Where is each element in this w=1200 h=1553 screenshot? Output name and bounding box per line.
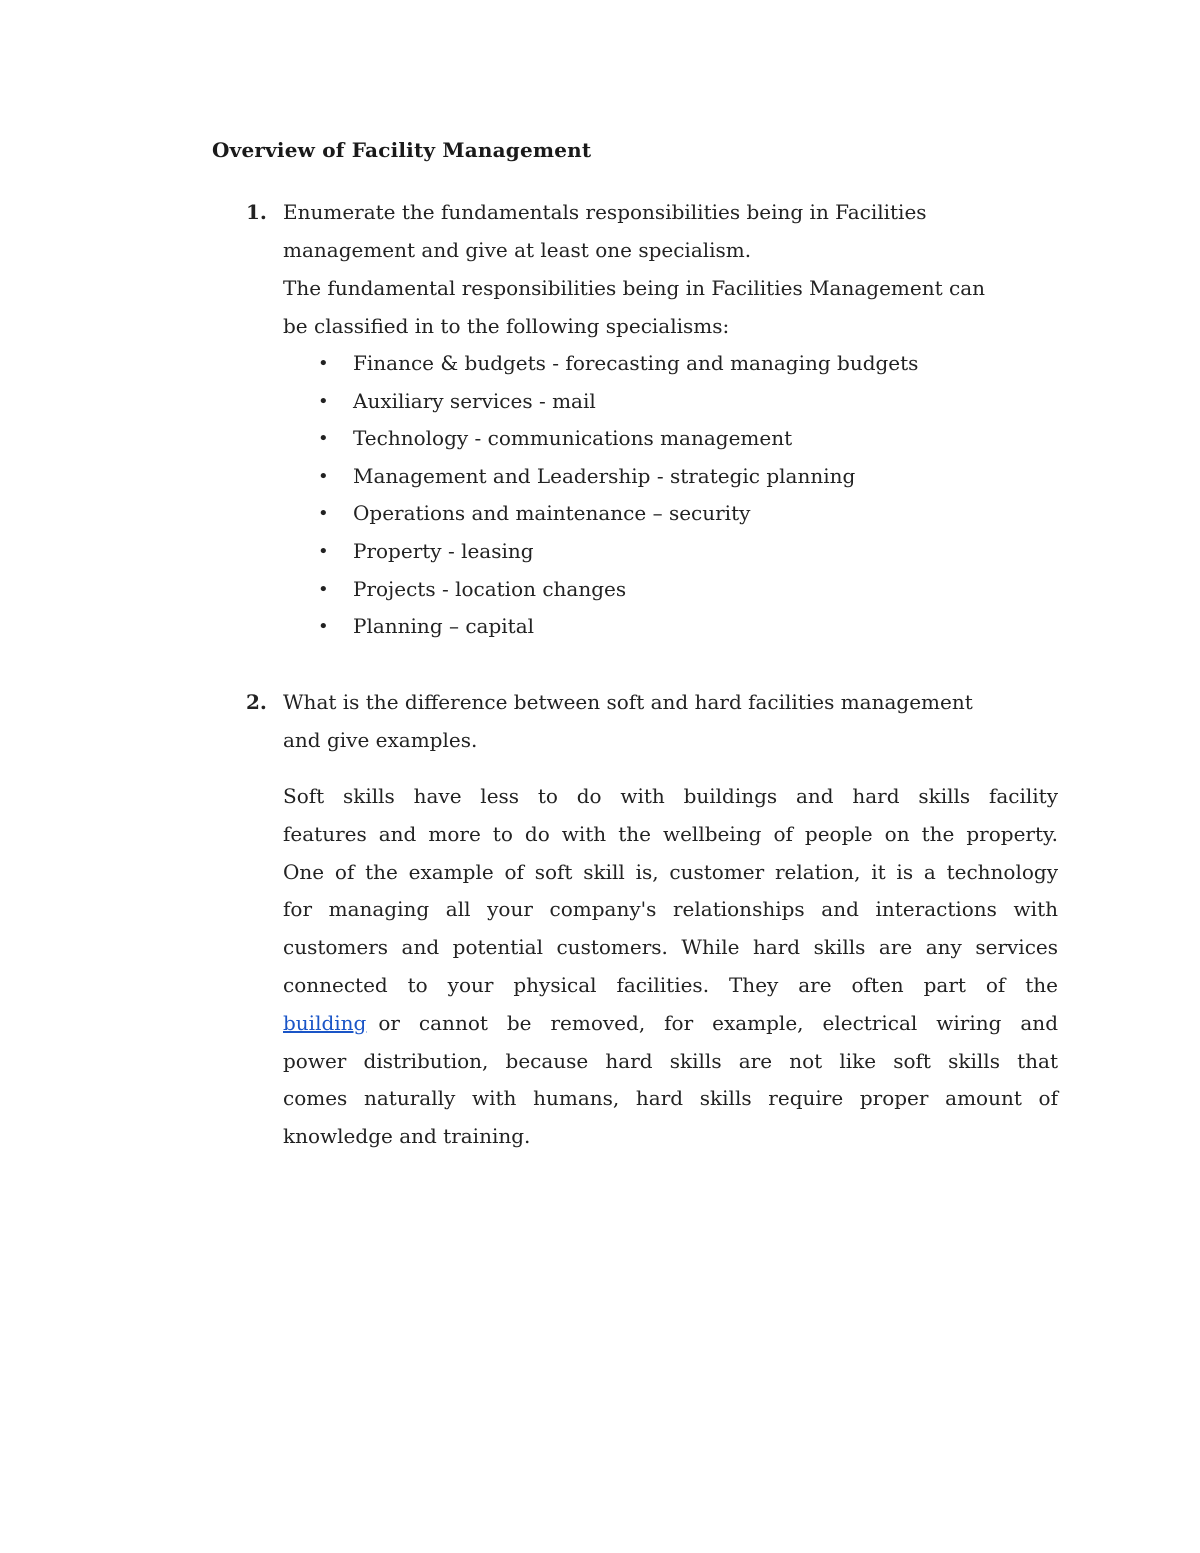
building-link[interactable]: building — [283, 1010, 367, 1035]
answer-intro-line: The fundamental responsibilities being in Facilities Management can — [283, 276, 985, 300]
answer-line: Soft skills have less to do with buildings and hard skills facility — [283, 784, 1058, 808]
list-item — [283, 571, 1046, 609]
question-prompt-line: and give examples. — [283, 728, 478, 752]
list-item — [283, 420, 1046, 458]
document-title: Overview of Facility Management — [212, 138, 592, 162]
answer-line-after-link: or cannot be removed, for example, electrical wiring and — [378, 1010, 1058, 1035]
list-item-text: Auxiliary services - mail — [353, 388, 596, 413]
answer-line: connected to your physical facilities. They are often part of the — [283, 972, 1058, 997]
bullet-dot-icon: • — [318, 616, 329, 638]
list-item — [283, 495, 1046, 533]
list-item — [283, 533, 1046, 571]
list-item-text: Property - leasing — [353, 538, 534, 563]
question-body — [283, 193, 1046, 646]
question-number: 1. — [246, 200, 267, 224]
answer-paragraph — [283, 778, 1058, 1156]
list-item-text: Management and Leadership - strategic planning — [353, 463, 856, 488]
question-body — [283, 683, 1046, 759]
answer-line: knowledge and training. — [283, 1124, 531, 1149]
bullet-dot-icon: • — [318, 390, 329, 412]
answer-line: power distribution, because hard skills are not like soft skills that — [283, 1048, 1058, 1073]
specialisms-list — [283, 345, 1046, 646]
question-prompt-line: management and give at least one specialism. — [283, 238, 752, 262]
bullet-dot-icon: • — [318, 428, 329, 450]
question-prompt-line: Enumerate the fundamentals responsibilities being in Facilities — [283, 200, 927, 224]
list-item-text: Operations and maintenance – security — [353, 501, 751, 526]
question-prompt-line: What is the difference between soft and hard facilities management — [283, 690, 973, 714]
bullet-dot-icon: • — [318, 465, 329, 487]
question-1 — [246, 193, 1046, 646]
bullet-dot-icon: • — [318, 540, 329, 562]
list-item-text: Planning – capital — [353, 614, 535, 639]
bullet-dot-icon: • — [318, 353, 329, 374]
bullet-dot-icon: • — [318, 503, 329, 525]
answer-intro-line: be classified in to the following specialisms: — [283, 314, 730, 338]
answer-line: for managing all your company's relationships and interactions with — [283, 897, 1058, 922]
list-item-text: Finance & budgets - forecasting and managing budgets — [353, 351, 919, 375]
list-item-text: Projects - location changes — [353, 576, 627, 601]
list-item — [283, 345, 1046, 383]
answer-line: comes naturally with humans, hard skills require proper amount of — [283, 1086, 1058, 1111]
list-item — [283, 608, 1046, 646]
list-item — [283, 383, 1046, 421]
answer-line-with-link — [283, 1005, 1058, 1043]
answer-line: features and more to do with the wellbeing of people on the property. — [283, 821, 1058, 846]
list-item-text: Technology - communications management — [353, 426, 793, 451]
answer-line: customers and potential customers. While hard skills are any services — [283, 935, 1058, 960]
answer-line: One of the example of soft skill is, customer relation, it is a technology — [283, 859, 1058, 884]
question-number: 2. — [246, 690, 267, 714]
question-2 — [246, 683, 1046, 759]
list-item — [283, 458, 1046, 496]
bullet-dot-icon: • — [318, 578, 329, 600]
